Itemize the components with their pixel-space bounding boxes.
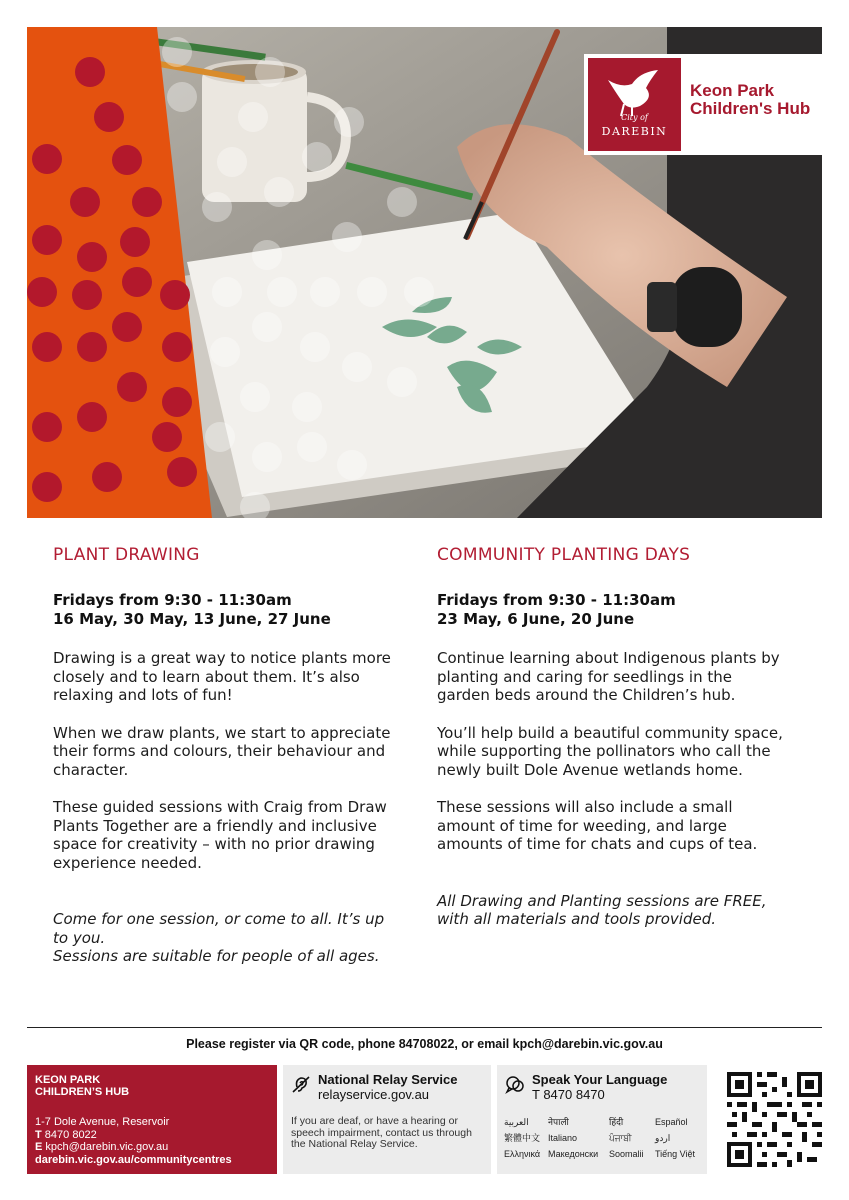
community-planting-para3: These sessions will also include a small amount of time for weeding, and large amounts of time for chats and cups of tea. (437, 798, 758, 853)
hearing-impaired-icon (291, 1074, 311, 1094)
community-planting-para2: You’ll help build a beautiful community space, while supporting the pollinators who call the newly built Dole Avenue wetlands home. (437, 723, 783, 779)
plant-drawing-para1: Drawing is a great way to notice plants more closely and to learn about them. It’s also relaxing and lots of fun! (53, 649, 391, 704)
language-item: Italiano (548, 1133, 578, 1143)
hub-logo-title: Keon Park Children's Hub (690, 81, 811, 118)
community-planting-para1: Continue learning about Indigenous plants by planting and caring for seedlings in the garden beds around the Children’s hub. (437, 649, 780, 704)
language-item: اردو (655, 1133, 671, 1143)
hub-website[interactable]: darebin.vic.gov.au/communitycentres (35, 1153, 232, 1166)
language-item: ਪੰਜਾਬੀ (609, 1133, 632, 1143)
hub-email[interactable]: kpch@darebin.vic.gov.au (45, 1141, 169, 1153)
plant-drawing-para2: When we draw plants, we start to appreciate their forms and colours, their behaviour and character. (53, 723, 391, 779)
community-planting-section (437, 545, 787, 929)
language-item: Македонски (548, 1149, 599, 1159)
language-item: हिंदी (609, 1117, 624, 1127)
logo-org-text: DAREBIN (601, 125, 668, 138)
hub-contact-panel (27, 1065, 277, 1174)
plant-drawing-note2: Sessions are suitable for people of all ages. (53, 947, 380, 965)
relay-title: National Relay Service (318, 1072, 458, 1087)
hub-name-line2: CHILDREN’S HUB (35, 1086, 130, 1098)
language-item: Español (655, 1117, 688, 1127)
relay-text: If you are deaf, or have a hearing or speech impairment, contact us through the National Relay Service. (291, 1115, 472, 1150)
darebin-bird-logo (588, 58, 681, 151)
language-item: 繁體中文 (504, 1133, 541, 1143)
qr-code-icon[interactable] (727, 1072, 822, 1167)
language-title: Speak Your Language (532, 1072, 668, 1087)
community-planting-title: COMMUNITY PLANTING DAYS (437, 545, 691, 565)
language-item: العربية (504, 1117, 529, 1127)
language-item: नेपाली (548, 1117, 569, 1127)
relay-service-panel (283, 1065, 491, 1174)
plant-drawing-para3: These guided sessions with Craig from Draw Plants Together are a friendly and inclusive space for creativity – with no prior drawing experience needed. (53, 798, 387, 872)
language-item: Soomalii (609, 1149, 644, 1159)
hub-email-label: E (35, 1141, 43, 1153)
language-item: Ελληνικά (504, 1149, 541, 1159)
community-planting-dates: 23 May, 6 June, 20 June (437, 610, 635, 628)
speech-bubbles-icon (505, 1074, 525, 1094)
language-phone[interactable]: T 8470 8470 (532, 1087, 605, 1102)
community-planting-schedule: Fridays from 9:30 - 11:30am (437, 591, 676, 609)
hero-image (27, 27, 822, 518)
plant-drawing-section (53, 545, 403, 966)
hub-address-block (35, 1116, 232, 1166)
hub-email-line (35, 1141, 232, 1154)
plant-drawing-title: PLANT DRAWING (53, 545, 200, 565)
plant-drawing-schedule: Fridays from 9:30 - 11:30am (53, 591, 292, 609)
relay-website[interactable]: relayservice.gov.au (318, 1087, 430, 1102)
hub-address: 1-7 Dole Avenue, Reservoir (35, 1116, 170, 1128)
community-planting-note: All Drawing and Planting sessions are FREE, with all materials and tools provided. (437, 891, 767, 928)
logo-city-text: City of (621, 113, 648, 122)
language-item: Tiếng Việt (655, 1149, 696, 1159)
plant-drawing-note1: Come for one session, or come to all. It’s up to you. (53, 910, 385, 947)
hub-name (35, 1074, 129, 1098)
hub-phone-label: T (35, 1128, 42, 1141)
divider (27, 1027, 822, 1028)
darebin-logo (584, 54, 822, 155)
language-list (504, 1117, 704, 1160)
hub-phone-line (35, 1129, 232, 1142)
plant-drawing-dates: 16 May, 30 May, 13 June, 27 June (53, 610, 331, 628)
hub-phone[interactable]: 8470 8022 (44, 1128, 97, 1141)
register-text: Please register via QR code, phone 84708022, or email kpch@darebin.vic.gov.au (186, 1037, 663, 1051)
speak-your-language-panel (497, 1065, 707, 1174)
hub-name-line1: KEON PARK (35, 1074, 101, 1086)
